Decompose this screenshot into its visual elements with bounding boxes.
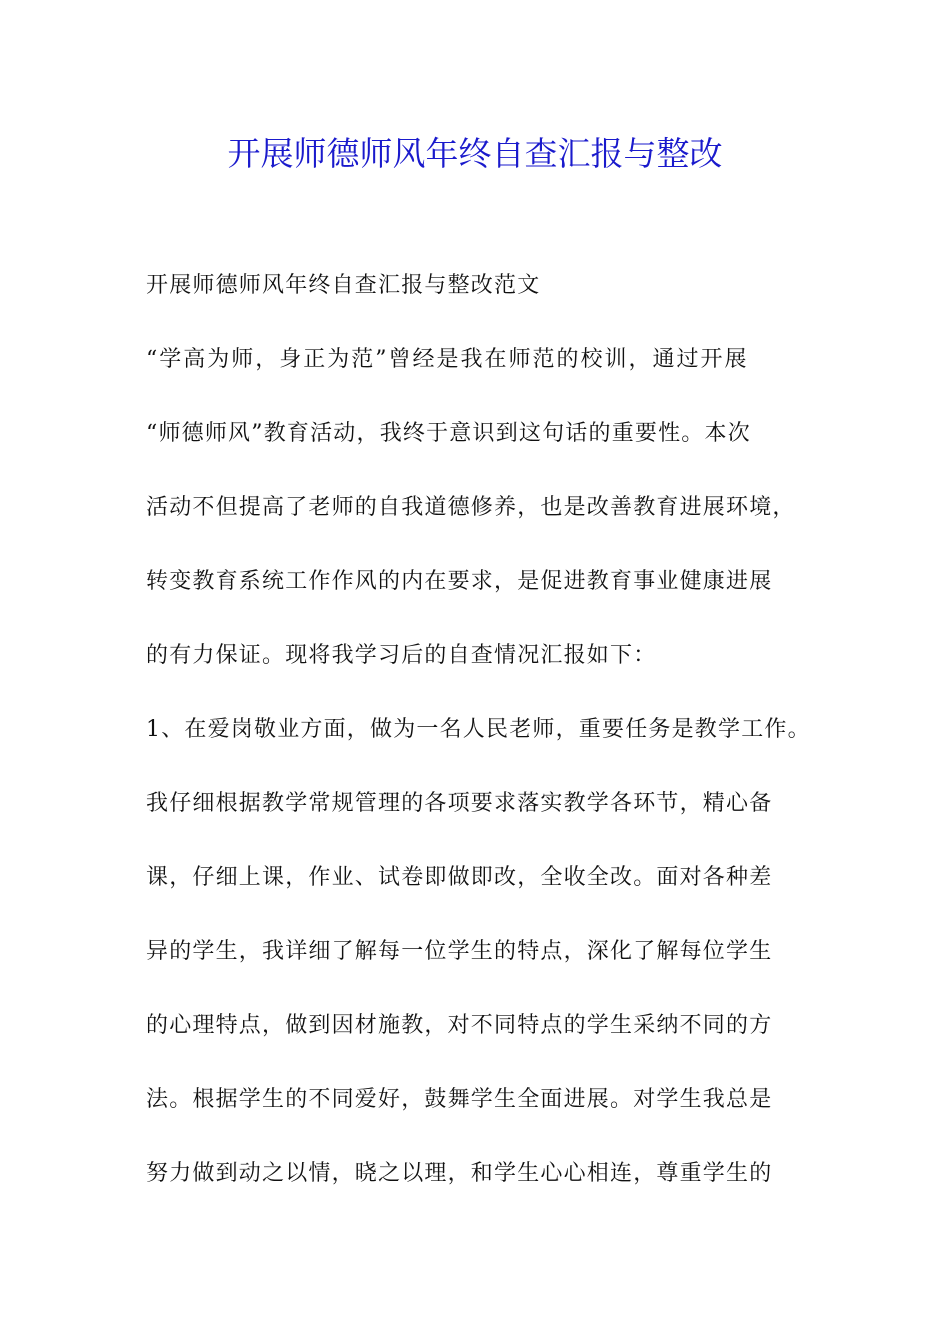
body-line: 的心理特点，做到因材施教，对不同特点的学生采纳不同的方 <box>146 1013 773 1038</box>
body-line: 法。根据学生的不同爱好，鼓舞学生全面进展。对学生我总是 <box>146 1087 773 1112</box>
body-line: 活动不但提高了老师的自我道德修养，也是改善教育进展环境， <box>146 495 796 520</box>
body-line: “师德师风”教育活动，我终于意识到这句话的重要性。本次 <box>146 421 751 446</box>
body-line: 课，仔细上课，作业、试卷即做即改，全收全改。面对各种差 <box>146 865 773 890</box>
body-line-subtitle: 开展师德师风年终自查汇报与整改范文 <box>146 273 541 298</box>
document-title: 开展师德师风年终自查汇报与整改 <box>227 134 723 173</box>
body-line: 我仔细根据教学常规管理的各项要求落实教学各环节，精心备 <box>146 791 773 816</box>
body-line: “学高为师，身正为范”曾经是我在师范的校训，通过开展 <box>146 347 749 372</box>
body-line: 异的学生，我详细了解每一位学生的特点，深化了解每位学生 <box>146 939 773 964</box>
body-line: 的有力保证。现将我学习后的自查情况汇报如下： <box>146 643 657 668</box>
body-line: 1、在爱岗敬业方面，做为一名人民老师，重要任务是教学工作。 <box>146 717 811 742</box>
document-body <box>146 262 816 1224</box>
body-line: 努力做到动之以情，晓之以理，和学生心心相连，尊重学生的 <box>146 1161 773 1186</box>
body-line: 转变教育系统工作作风的内在要求，是促进教育事业健康进展 <box>146 569 773 594</box>
